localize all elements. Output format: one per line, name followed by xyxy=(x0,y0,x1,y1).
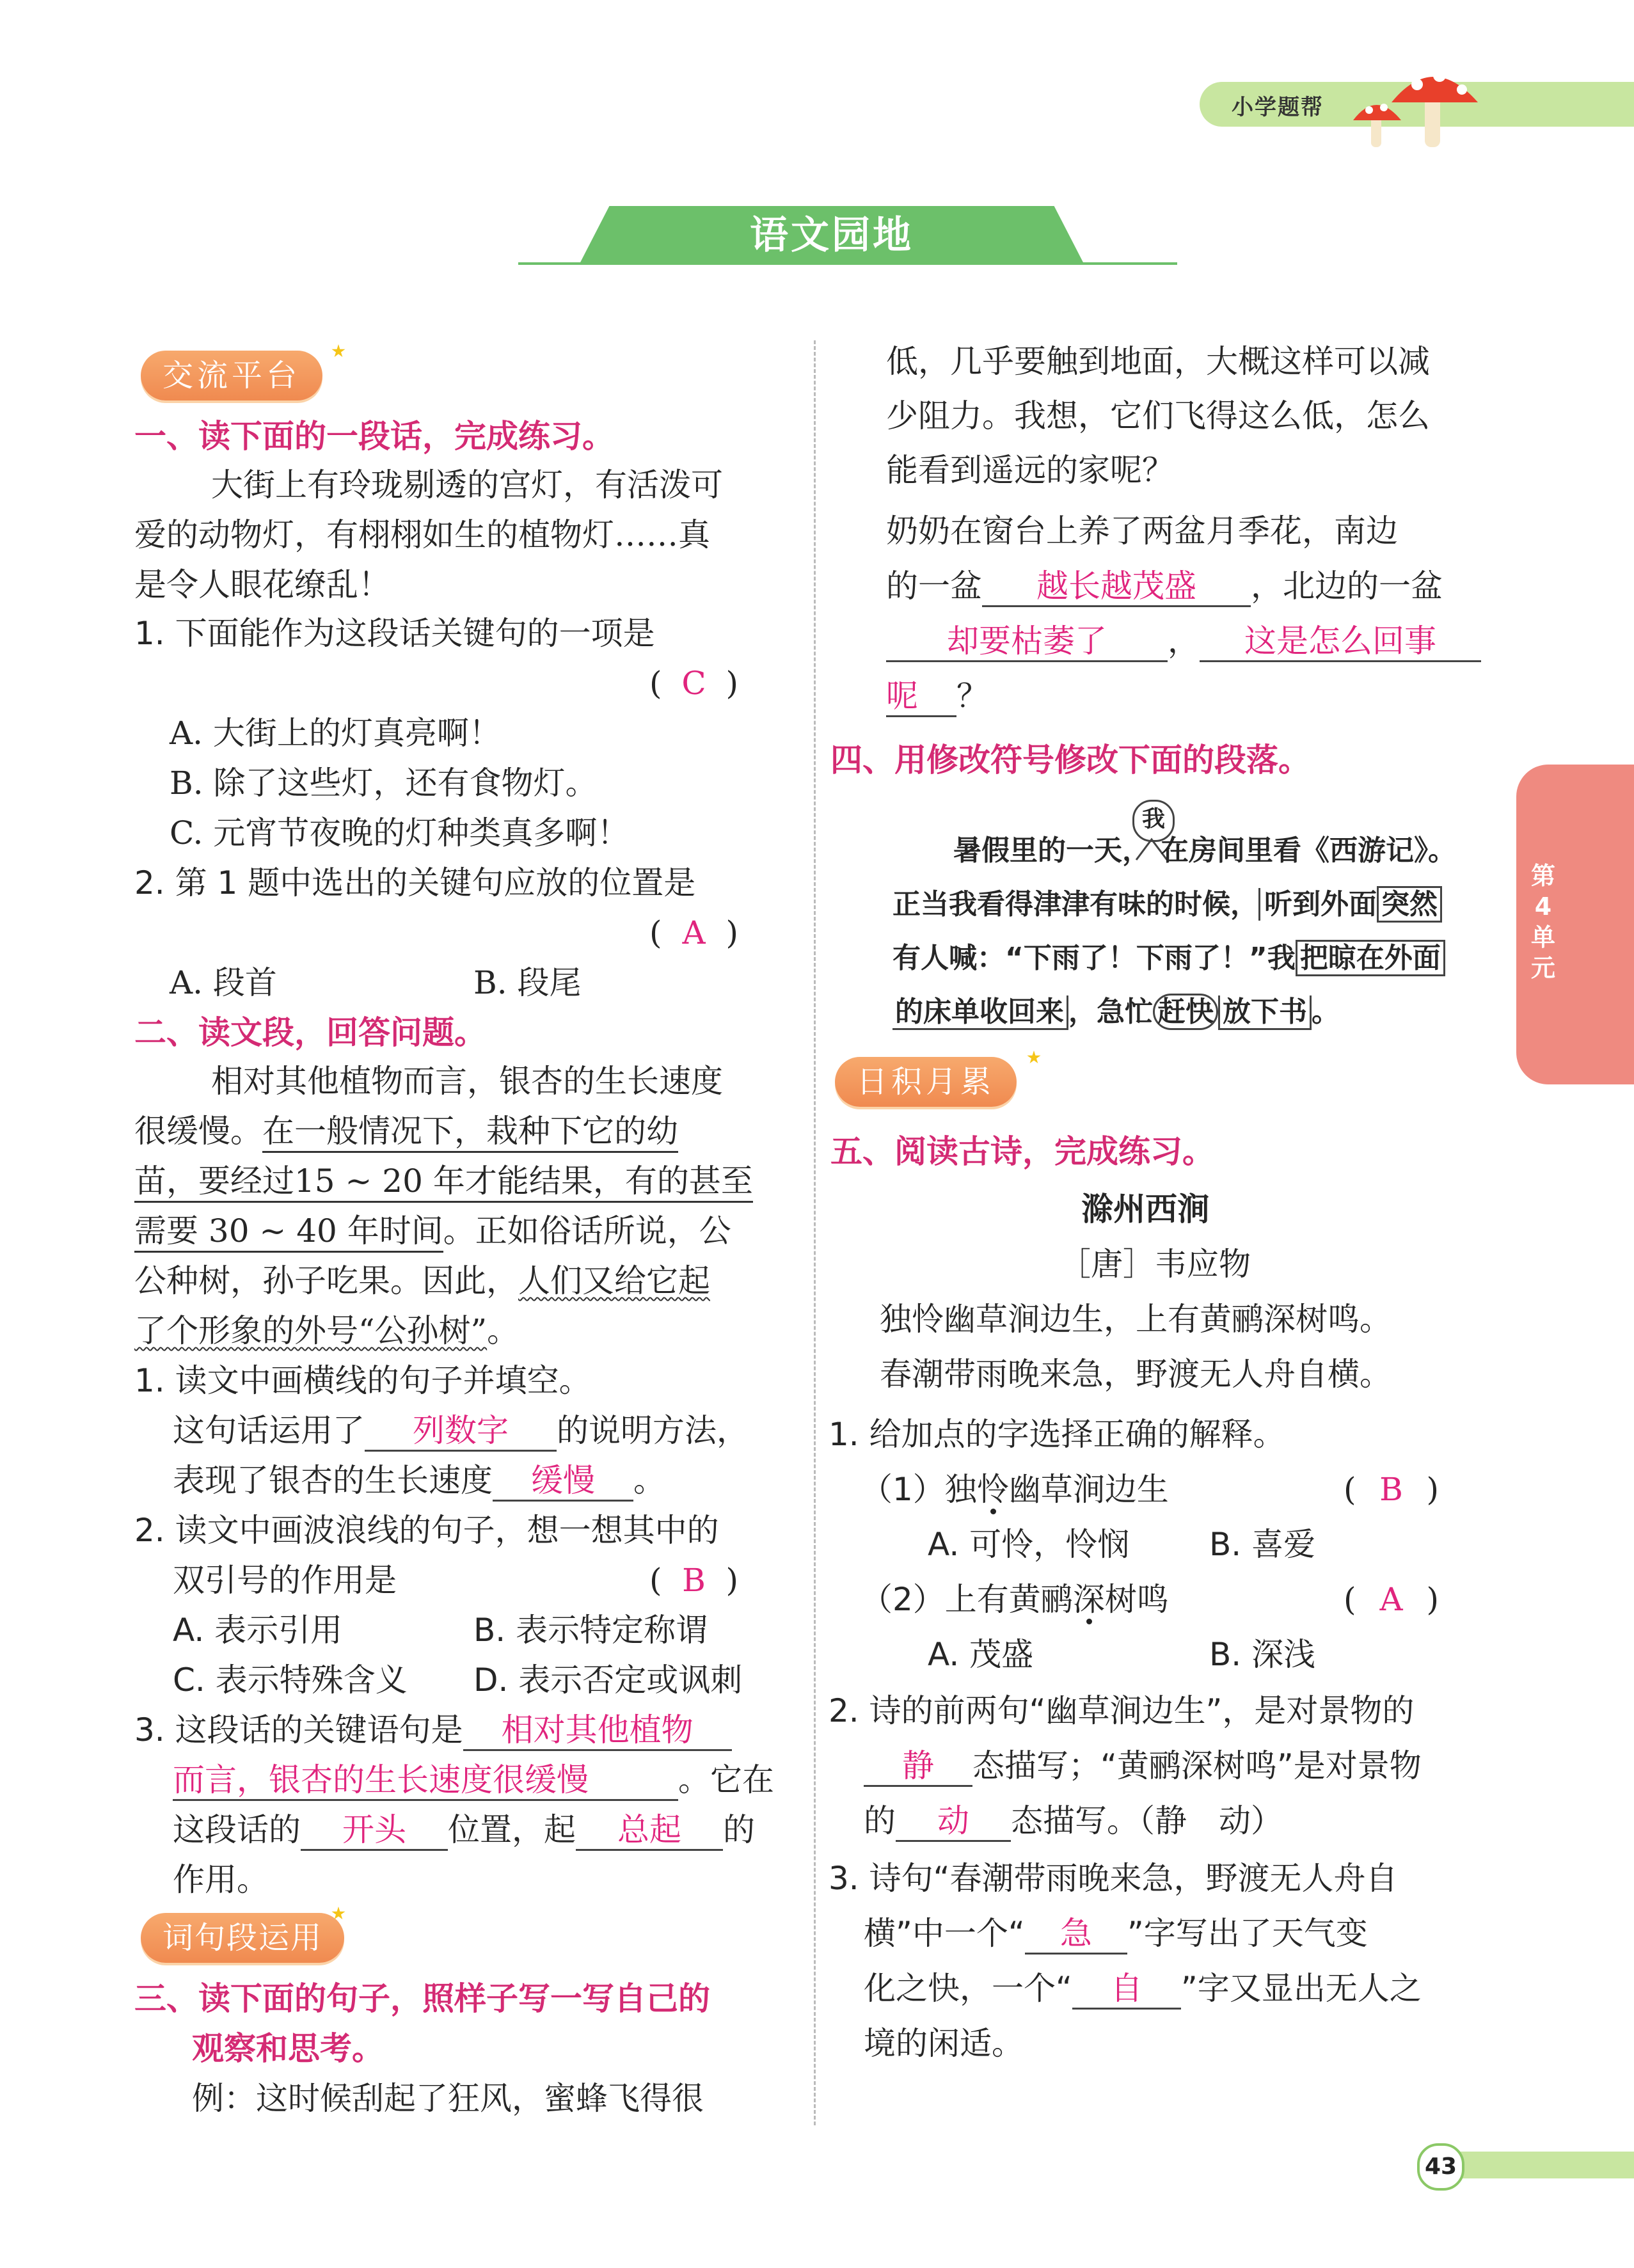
question-2-3: 3. 这段话的关键语句是 相对其他植物 xyxy=(134,1711,732,1751)
passage-line: 需要 30 ~ 40 年时间。正如俗话所说，公 xyxy=(134,1212,731,1250)
question-5-1: 1. 给加点的字选择正确的解释。 xyxy=(829,1416,1285,1453)
option-b: B. 除了这些灯，还有食物灯。 xyxy=(170,765,598,802)
passage-line: 了个形象的外号“公孙树”。 xyxy=(134,1312,520,1349)
option-c: C. 表示特殊含义 xyxy=(173,1661,408,1699)
edit-line: 的床单收回来 ，急忙 赶快 放下书 。 xyxy=(892,993,1340,1031)
option-a: A. 可怜，怜悯 xyxy=(928,1526,1130,1563)
fill-line: 表现了银杏的生长速度 缓慢 。 xyxy=(173,1461,665,1502)
footer-bar xyxy=(1446,2152,1634,2178)
answer-bracket: ( A ) xyxy=(649,914,739,951)
option-b: B. 段尾 xyxy=(473,964,582,1001)
question-1-1: 1. 下面能作为这段话关键句的一项是 xyxy=(134,615,655,652)
badge-accumulate: 日积月累 xyxy=(835,1057,1017,1107)
writing-line: 奶奶在窗台上养了两盆月季花，南边 xyxy=(886,512,1398,550)
fill-line: 化之快，一个“ 自 ”字又显出无人之 xyxy=(864,1969,1422,2010)
answer-blank[interactable]: 动 xyxy=(896,1802,1011,1842)
star-icon xyxy=(1027,1051,1041,1065)
insert-mark: 我 xyxy=(1132,800,1175,842)
answer-blank[interactable]: 却要枯萎了 xyxy=(886,622,1168,662)
star-icon xyxy=(331,344,345,358)
answer-blank[interactable]: 缓慢 xyxy=(493,1461,633,1502)
question-5-3: 3. 诗句“春潮带雨晚来急，野渡无人舟自 xyxy=(829,1860,1398,1897)
passage-line: 大街上有玲珑剔透的宫灯，有活泼可 xyxy=(211,466,723,504)
answer-blank[interactable]: 静 xyxy=(864,1747,972,1787)
example-line: 低，几乎要触到地面，大概这样可以减 xyxy=(886,343,1430,380)
section-3-heading-cont: 观察和思考。 xyxy=(192,2030,384,2067)
fill-line: 作用。 xyxy=(173,1861,269,1898)
edit-line: 有人喊：“下雨了！下雨了！”我 把晾在外面 xyxy=(892,939,1445,978)
answer-blank[interactable]: 相对其他植物 xyxy=(463,1711,732,1751)
option-a: A. 大街上的灯真亮啊！ xyxy=(170,715,501,752)
fill-line: 这段话的 开头 位置，起 总起 的 xyxy=(173,1811,755,1851)
edit-line: 正当我看得津津有味的时候， 听到外面 突然 xyxy=(892,885,1442,924)
answer-blank[interactable]: 越长越茂盛 xyxy=(982,567,1251,607)
badge-usage: 词句段运用 xyxy=(141,1913,344,1963)
question-5-1-1: （1）独怜幽草涧边生 xyxy=(861,1471,1169,1508)
passage-line: 苗，要经过15 ~ 20 年才能结果，有的甚至 xyxy=(134,1162,753,1200)
option-a: A. 段首 xyxy=(170,964,277,1001)
badge-exchange: 交流平台 xyxy=(141,351,322,400)
poem-author: ［唐］韦应物 xyxy=(1059,1246,1251,1283)
fill-line: 的 动 态描写。（静 动） xyxy=(864,1802,1283,1842)
poem-verse: 独怜幽草涧边生，上有黄鹂深树鸣。 xyxy=(880,1301,1392,1338)
section-5-heading: 五、阅读古诗，完成练习。 xyxy=(830,1133,1214,1170)
answer-blank[interactable]: 自 xyxy=(1072,1969,1181,2010)
poem-verse: 春潮带雨晚来急，野渡无人舟自横。 xyxy=(880,1356,1392,1393)
example-line: 能看到遥远的家呢？ xyxy=(886,452,1174,489)
fill-line: 横”中一个“ 急 ”字写出了天气变 xyxy=(864,1914,1368,1955)
fill-line: 静 态描写；“黄鹂深树鸣”是对景物 xyxy=(864,1747,1422,1787)
option-a: A. 表示引用 xyxy=(173,1612,343,1649)
question-2-2: 2. 读文中画波浪线的句子，想一想其中的 xyxy=(134,1512,719,1549)
question-5-2: 2. 诗的前两句“幽草涧边生”，是对景物的 xyxy=(829,1692,1415,1729)
edit-line: 暑假里的一天， 在房间里看《西游记》。 xyxy=(953,834,1456,867)
poem-title: 滁州西涧 xyxy=(1081,1191,1209,1228)
passage-line: 公种树，孙子吃果。因此，人们又给它起 xyxy=(134,1262,710,1299)
fill-line: 境的闲适。 xyxy=(864,2025,1024,2062)
option-c: C. 元宵节夜晚的灯种类真多啊！ xyxy=(170,814,630,852)
passage-line: 相对其他植物而言，银杏的生长速度 xyxy=(211,1063,723,1100)
section-3-heading: 三、读下面的句子，照样子写一写自己的 xyxy=(134,1980,710,2017)
section-1-heading: 一、读下面的一段话，完成练习。 xyxy=(134,418,614,455)
fill-line: 这句话运用了 列数字 的说明方法， xyxy=(173,1411,749,1452)
passage-line: 很缓慢。在一般情况下，栽种下它的幼 xyxy=(134,1112,678,1150)
page-title: 语文园地 xyxy=(750,213,914,258)
option-a: A. 茂盛 xyxy=(928,1636,1034,1673)
unit-tab-label: 第 4 单 元 xyxy=(1530,862,1555,982)
answer-blank[interactable]: 这是怎么回事 xyxy=(1200,622,1481,662)
answer-bracket: ( A ) xyxy=(1344,1581,1440,1618)
answer-blank[interactable]: 急 xyxy=(1025,1914,1127,1955)
answer-bracket: ( B ) xyxy=(1344,1471,1440,1508)
writing-line: 却要枯萎了 ， 这是怎么回事 xyxy=(886,622,1481,662)
page-number: 43 xyxy=(1417,2143,1464,2191)
passage-line: 爱的动物灯，有栩栩如生的植物灯……真 xyxy=(134,516,710,553)
brand-label: 小学题帮 xyxy=(1232,95,1324,120)
section-2-heading: 二、读文段，回答问题。 xyxy=(134,1014,486,1051)
answer-blank[interactable]: 开头 xyxy=(301,1811,448,1851)
answer-blank[interactable]: 而言，银杏的生长速度很缓慢 xyxy=(173,1761,678,1801)
mushroom-icon xyxy=(1340,58,1487,154)
option-d: D. 表示否定或讽刺 xyxy=(473,1661,743,1699)
question-2-2-cont: 双引号的作用是 xyxy=(173,1562,397,1599)
example-line: 少阻力。我想，它们飞得这么低，怎么 xyxy=(886,397,1430,434)
option-b: B. 表示特定称谓 xyxy=(473,1612,708,1649)
option-b: B. 喜爱 xyxy=(1209,1526,1316,1563)
column-divider xyxy=(814,340,816,2125)
writing-line: 的一盆 越长越茂盛 ，北边的一盆 xyxy=(886,567,1443,607)
option-b: B. 深浅 xyxy=(1209,1636,1316,1673)
question-1-2: 2. 第 1 题中选出的关键句应放的位置是 xyxy=(134,864,696,901)
question-2-1: 1. 读文中画横线的句子并填空。 xyxy=(134,1362,591,1399)
answer-blank[interactable]: 总起 xyxy=(576,1811,723,1851)
example-line: 例：这时候刮起了狂风，蜜蜂飞得很 xyxy=(192,2080,704,2117)
passage-line: 是令人眼花缭乱！ xyxy=(134,566,390,603)
section-4-heading: 四、用修改符号修改下面的段落。 xyxy=(830,741,1310,779)
answer-blank[interactable]: 列数字 xyxy=(365,1411,557,1452)
answer-bracket: ( C ) xyxy=(649,665,739,702)
fill-line: 而言，银杏的生长速度很缓慢 。它在 xyxy=(173,1761,774,1801)
writing-line: 呢 ？ xyxy=(886,677,988,717)
answer-bracket: ( B ) xyxy=(649,1562,739,1599)
answer-blank[interactable]: 呢 xyxy=(886,677,956,717)
question-5-1-2: （2）上有黄鹂深树鸣 xyxy=(861,1581,1169,1618)
